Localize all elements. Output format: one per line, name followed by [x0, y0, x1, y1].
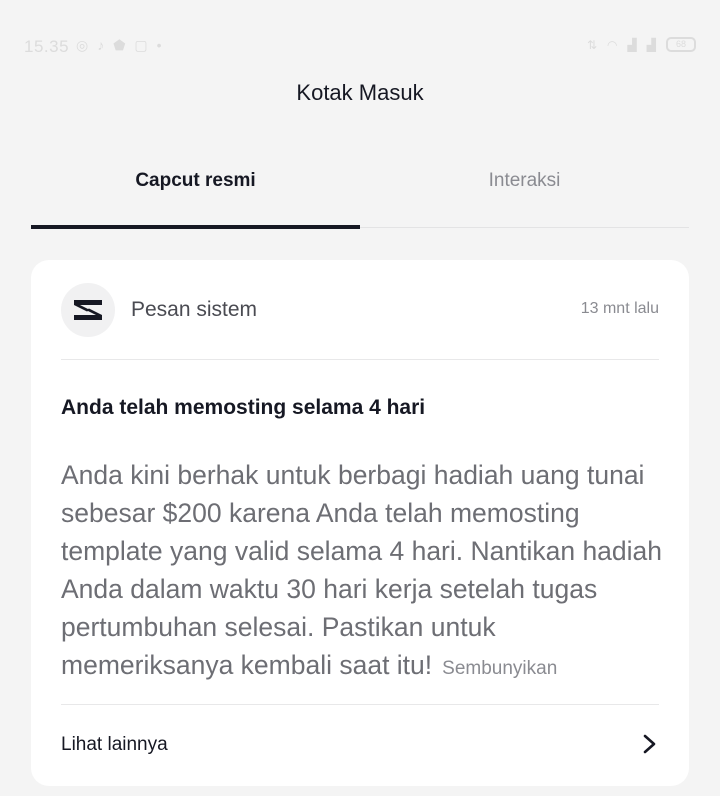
dot-icon: • — [156, 37, 162, 53]
see-more-link[interactable]: Lihat lainnya — [61, 734, 168, 755]
battery-icon: 68 — [666, 37, 696, 52]
tab-divider — [360, 227, 689, 228]
android-icon: ⬟ — [113, 37, 126, 53]
wifi-icon: ◠ — [607, 37, 618, 52]
message-body-text: Anda kini berhak untuk berbagi hadiah uang tunai sebesar $200 karena Anda telah memosting template yang valid selama 4 hari. Nantikan hadiah Anda dalam waktu 30 hari kerja setelah tugas pertumbuhan selesai. Pastikan untuk memeriksanya kembali saat itu! — [61, 460, 663, 680]
sender-name: Pesan sistem — [131, 298, 258, 321]
tiktok-icon: ♪ — [97, 37, 105, 53]
status-time: 15.35 — [24, 37, 70, 56]
whatsapp-icon: ◎ — [76, 37, 89, 53]
page-title: Kotak Masuk — [296, 80, 424, 105]
signal-icon: ▟ — [646, 37, 656, 52]
divider — [61, 359, 659, 360]
instagram-icon: ▢ — [134, 37, 148, 53]
message-time: 13 mnt lalu — [580, 300, 659, 317]
tab-interaksi[interactable]: Interaksi — [488, 170, 561, 191]
chevron-right-icon[interactable] — [639, 732, 659, 756]
signal-icon: ▟ — [627, 37, 637, 52]
hide-link[interactable]: Sembunyikan — [442, 658, 558, 679]
divider — [61, 704, 659, 705]
tab-capcut-resmi[interactable]: Capcut resmi — [135, 170, 256, 191]
message-title: Anda telah memosting selama 4 hari — [61, 396, 426, 419]
data-speed-icon: ⇅ — [586, 37, 598, 52]
message-card — [31, 260, 689, 786]
tab-bar — [31, 158, 689, 230]
capcut-logo-icon — [71, 298, 105, 322]
status-bar — [0, 0, 720, 90]
notification-icons — [76, 37, 162, 54]
system-icons — [587, 37, 696, 52]
avatar — [61, 283, 115, 337]
message-body — [61, 456, 665, 688]
active-tab-indicator — [31, 225, 360, 229]
